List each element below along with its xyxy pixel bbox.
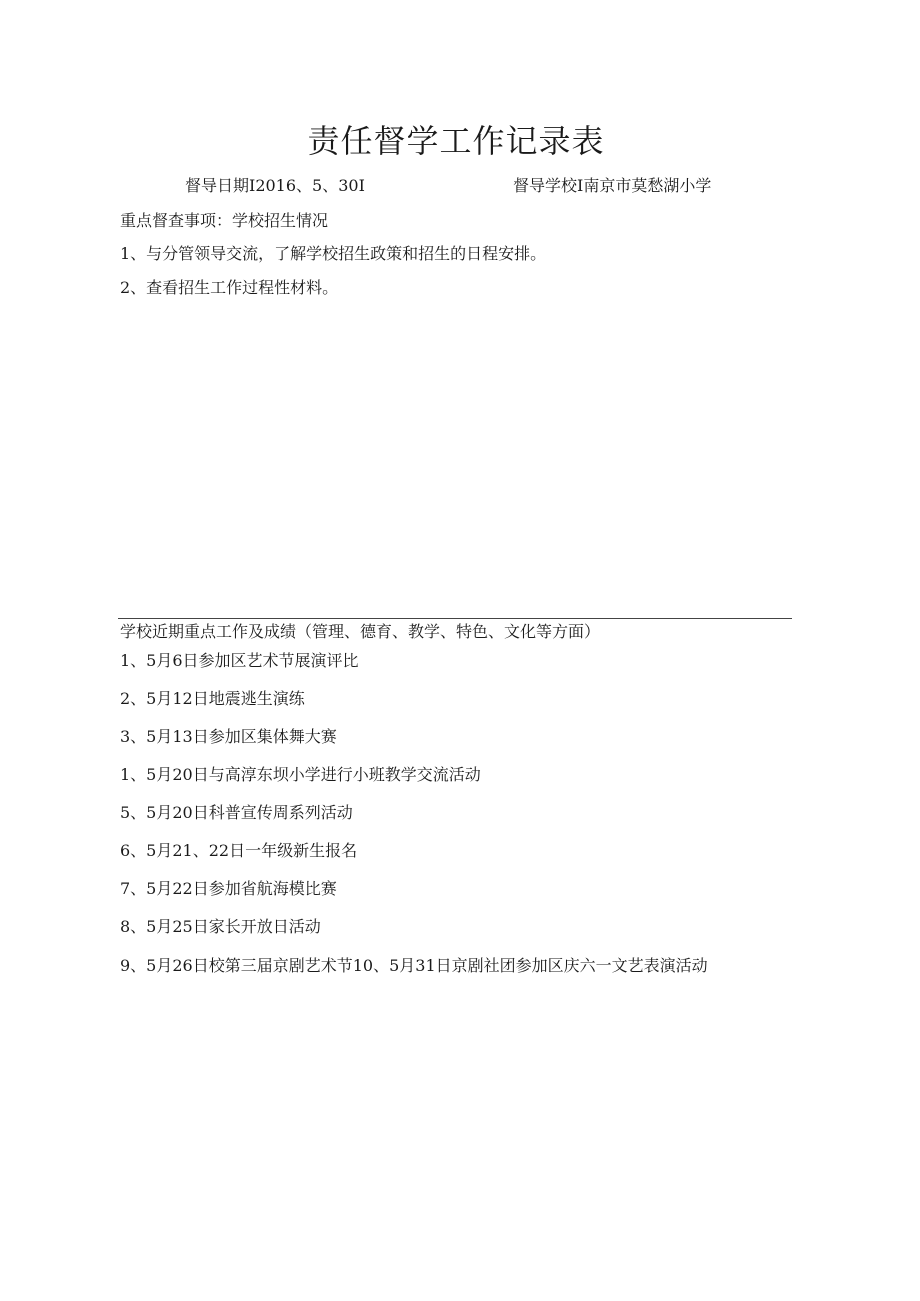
list-item: 8、5月25日家长开放日活动	[120, 917, 321, 936]
focus-item: 2、查看招生工作过程性材料。	[120, 278, 339, 297]
recent-work-list	[120, 651, 792, 977]
list-item: 3、5月13日参加区集体舞大赛	[120, 727, 337, 746]
list-item: 9、5月26日校第三届京剧艺术节10、5月31日京剧社团参加区庆六一文艺表演活动	[120, 956, 708, 975]
recent-work-title: 学校近期重点工作及成绩（管理、德育、教学、特色、文化等方面）	[120, 622, 601, 641]
section-divider	[118, 618, 792, 619]
list-item: 6、5月21、22日一年级新生报名	[120, 841, 358, 860]
list-item: 5、5月20日科普宣传周系列活动	[120, 803, 353, 822]
list-item: 1、5月6日参加区艺术节展演评比	[120, 651, 359, 670]
focus-section-title: 重点督查事项：学校招生情况	[120, 211, 329, 230]
list-item: 7、5月22日参加省航海模比赛	[120, 879, 337, 898]
list-item: 2、5月12日地震逃生演练	[120, 689, 305, 708]
supervision-date: 督导日期I2016、5、30I	[185, 176, 365, 195]
supervision-school: 督导学校I南京市莫愁湖小学	[513, 176, 712, 195]
list-item: 1、5月20日与高淳东坝小学进行小班教学交流活动	[120, 765, 481, 784]
focus-item: 1、与分管领导交流，了解学校招生政策和招生的日程安排。	[120, 244, 547, 263]
page-title: 责任督学工作记录表	[307, 122, 605, 160]
